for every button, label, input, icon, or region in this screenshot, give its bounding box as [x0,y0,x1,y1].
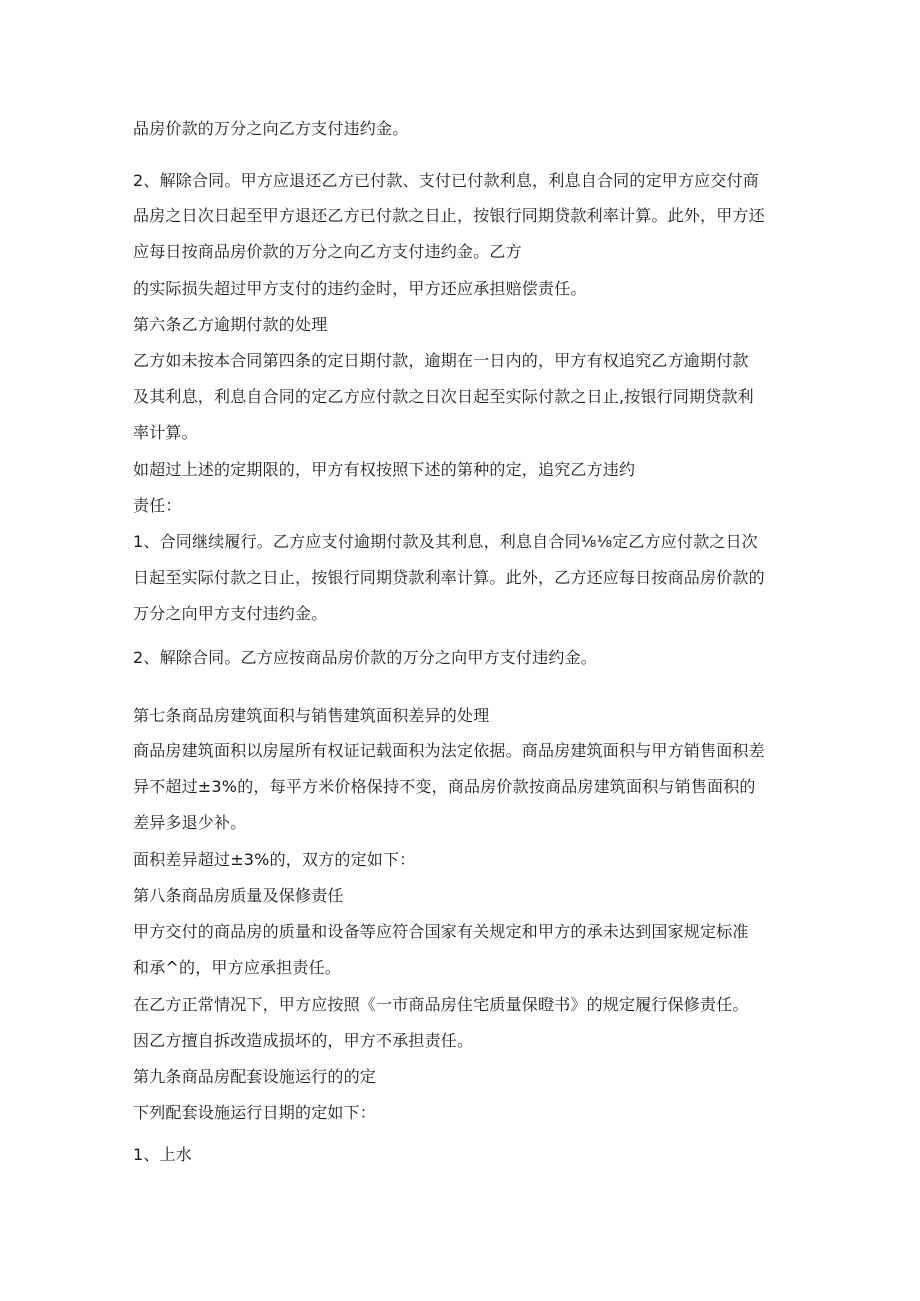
text-line: 差异多退少补。 [133,813,247,832]
text-line: 品房价款的万分之向乙方支付违约金。 [133,119,409,138]
text-line: 的实际损失超过甲方支付的违约金时，甲方还应承担赔偿责任。 [133,279,587,298]
text-line: 责任： [133,496,182,515]
text-line: 乙方如未按本合同第四条的定日期付款，逾期在一日内的，甲方有权追究乙方逾期付款 [133,351,749,370]
text-line: 万分之向甲方支付违约金。 [133,604,328,623]
section-heading: 第六条乙方逾期付款的处理 [133,315,328,334]
text-line: 在乙方正常情况下，甲方应按照《一市商品房住宅质量保瞪书》的规定履行保修责任。 [133,995,749,1014]
text-line: 1、上水 [133,1145,192,1164]
section-heading: 第七条商品房建筑面积与销售建筑面积差异的处理 [133,706,490,725]
text-line: 和承^的，甲方应承担责任。 [133,958,342,977]
text-line: 2、解除合同。甲方应退还乙方已付款、支付已付款利息，利息自合同的定甲方应交付商 [133,171,759,190]
text-line: 率计算。 [133,423,198,442]
text-line: 因乙方擅自拆改造成损坏的，甲方不承担责任。 [133,1031,474,1050]
text-line: 甲方交付的商品房的质量和设备等应符合国家有关规定和甲方的承未达到国家规定标准 [133,922,749,941]
text-line: 2、解除合同。乙方应按商品房价款的万分之向甲方支付违约金。 [133,648,597,667]
text-line: 日起至实际付款之日止，按银行同期贷款利率计算。此外，乙方还应每日按商品房价款的 [133,568,765,587]
text-line: 如超过上述的定期限的，甲方有权按照下述的第种的定，追究乙方违约 [133,460,636,479]
section-heading: 第九条商品房配套设施运行的的定 [133,1067,377,1086]
text-line: 应每日按商品房价款的万分之向乙方支付违约金。乙方 [133,242,522,261]
text-line: 1、合同继续履行。乙方应支付逾期付款及其利息，利息自合同⅛⅛定乙方应付款之日次 [133,532,758,551]
text-line: 异不超过±3%的，每平方米价格保持不变，商品房价款按商品房建筑面积与销售面积的 [133,777,756,796]
text-line: 品房之日次日起至甲方退还乙方已付款之日止，按银行同期贷款利率计算。此外，甲方还 [133,206,765,225]
text-line: 面积差异超过±3%的，双方的定如下： [133,850,416,869]
text-line: 及其利息，利息自合同的定乙方应付款之日次日起至实际付款之日止,按银行同期贷款利 [133,387,754,406]
text-line: 商品房建筑面积以房屋所有权证记载面积为法定依据。商品房建筑面积与甲方销售面积差 [133,741,765,760]
text-line: 下列配套设施运行日期的定如下： [133,1103,377,1122]
section-heading: 第八条商品房质量及保修责任 [133,886,344,905]
